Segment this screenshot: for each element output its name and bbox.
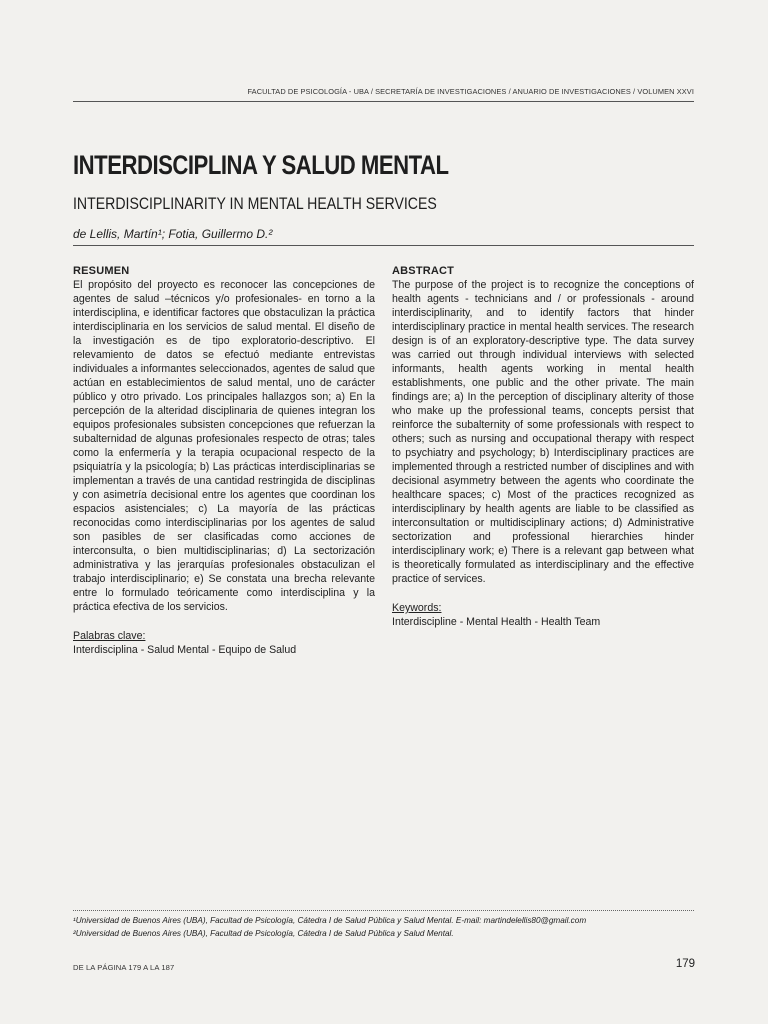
resumen-heading: RESUMEN — [73, 265, 130, 277]
abstract-column — [392, 265, 694, 629]
keywords-label — [392, 601, 694, 615]
footnote-1: ¹Universidad de Buenos Aires (UBA), Facultad de Psicología, Cátedra I de Salud Pública y Salud Mental. E-mail: martindelellis80@gmail.com — [73, 916, 587, 925]
article-subtitle: INTERDISCIPLINARITY IN MENTAL HEALTH SERVICES — [73, 194, 437, 213]
authors-rule — [73, 245, 694, 246]
resumen-column — [73, 265, 375, 657]
footnotes — [73, 914, 713, 940]
footnote-2: ²Universidad de Buenos Aires (UBA), Facultad de Psicología, Cátedra I de Salud Pública y Salud Mental. — [73, 929, 454, 938]
palabras-clave-colon: : — [142, 630, 146, 642]
palabras-clave-label-text: Palabras clave — [73, 630, 143, 642]
article-title: INTERDISCIPLINA Y SALUD MENTAL — [73, 150, 449, 180]
page-range: DE LA PÁGINA 179 A LA 187 — [73, 963, 175, 972]
authors: de Lellis, Martín¹; Fotia, Guillermo D.² — [73, 227, 273, 241]
keywords-values: Interdiscipline - Mental Health - Health Team — [392, 616, 601, 628]
abstract-body: The purpose of the project is to recognize the conceptions of health agents - technicians and / or professionals - around interdisciplinarity, and to identify factors that hinder interdisciplinary practice in mental health services. The research design is of an exploratory-descriptive type. The data survey was carried out through individual interviews with selected informants, health agents working in mental health establishments, one public and the other private. The main findings are; a) In the perception of disciplinary alterity of those who make up the professional teams, concepts persist that reinforce the subalternity of some professionals with respect to others; such as nursing and occupational therapy with respect to psychiatry and psychology; b) Interdisciplinary practices are implemented through a restricted number of disciplines and with decisional asymmetry between the agents who coordinate the healthcare spaces; c) Most of the practices recognized as interdisciplinary by health agents are liable to be classified as interconsultation or multidisciplinary actions; d) Administrative sectorization and professional hierarchies hinder interdisciplinary work; e) There is a relevant gap between what is theoretically formulated as interdisciplinary and the effective practice of services. — [392, 279, 694, 585]
keywords-colon: : — [438, 602, 442, 614]
abstract-heading: ABSTRACT — [392, 265, 455, 277]
running-head: FACULTAD DE PSICOLOGÍA - UBA / SECRETARÍA DE INVESTIGACIONES / ANUARIO DE INVESTIGACIONES / VOLUMEN XXVI — [247, 87, 694, 96]
keywords-label-text: Keywords — [392, 602, 439, 614]
header-rule — [73, 101, 694, 102]
page-number: 179 — [675, 958, 695, 970]
palabras-clave-values: Interdisciplina - Salud Mental - Equipo de Salud — [73, 644, 297, 656]
resumen-body: El propósito del proyecto es reconocer las concepciones de agentes de salud –técnicos y/o profesionales- en torno a la interdisciplina, e identificar factores que obstaculizan la práctica interdisciplinaria en los servicios de salud mental. El diseño de la investigación es de tipo exploratorio-descriptivo. El relevamiento de datos se efectuó mediante entrevistas individuales a informantes seleccionados, agentes de salud que actúan en establecimientos de salud mental, uno de carácter público y otro privado. Los principales hallazgos son; a) En la percepción de la alteridad disciplinaria de quienes integran los equipos profesionales subsisten concepciones que refuerzan la subalternidad de algunas profesionales respecto de otras; tales como la enfermería y la terapia ocupacional respecto de la psiquiatría y la psicología; b) Las prácticas interdisciplinarias se implementan a través de una cantidad restringida de disciplinas y con asimetría decisional entre los agentes que coordinan los espacios asistenciales; c) La mayoría de las prácticas reconocidas como interdisciplinarias por los agentes de salud son pasibles de ser clasificadas como acciones de interconsulta, o bien multidisciplinarias; d) La sectorización administrativa y las jerarquías profesionales obstaculizan el trabajo interdisciplinario; e) Se constata una brecha relevante entre lo formulado teóricamente como interdisciplina y la práctica efectiva de los servicios. — [73, 279, 375, 613]
footnote-separator — [73, 910, 694, 911]
palabras-clave-label — [73, 629, 375, 643]
